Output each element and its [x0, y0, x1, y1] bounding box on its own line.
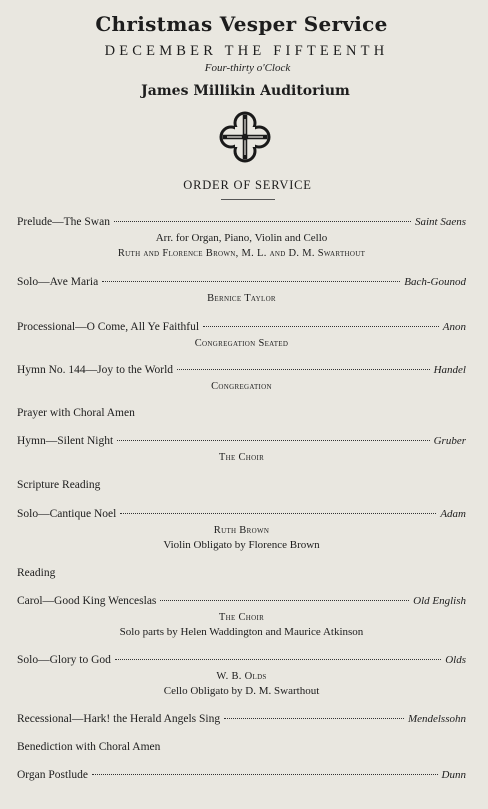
program-item-title: Carol—Good King Wenceslas: [17, 595, 157, 607]
program-item-title: Solo—Ave Maria: [17, 276, 99, 288]
program-item-row: [17, 477, 466, 494]
dot-leader: [120, 513, 436, 514]
program-item: [17, 593, 466, 640]
dot-leader: [114, 221, 411, 222]
program-item-title: Prayer with Choral Amen: [17, 407, 135, 419]
dot-leader: [115, 659, 441, 660]
program-item-performer: Congregation: [211, 381, 272, 392]
program-item-composer: Mendelssohn: [407, 713, 466, 725]
program-item: [17, 405, 466, 422]
program-item-composer: Anon: [442, 321, 466, 333]
program-item-performer: Ruth Brown: [213, 525, 270, 536]
program-item: [17, 362, 466, 394]
program-item-composer: Olds: [445, 654, 466, 666]
dot-leader: [102, 281, 400, 282]
program-item-composer: Old English: [413, 595, 466, 607]
program-item-composer: Gruber: [433, 435, 466, 447]
program-item-title: Organ Postlude: [17, 769, 89, 781]
program-item-row: [17, 711, 466, 728]
program-item-row: [17, 405, 466, 422]
program-item-composer: Bach-Gounod: [404, 276, 466, 288]
dot-leader: [160, 600, 409, 601]
order-of-service-heading: ORDER OF SERVICE: [183, 178, 312, 192]
service-venue: James Millikin Auditorium: [141, 83, 350, 99]
program-item-composer: Dunn: [441, 769, 466, 781]
program-item-performer: Arr. for Organ, Piano, Violin and Cello: [155, 232, 328, 244]
program-item-row: [17, 593, 466, 610]
program-item-title: Solo—Glory to God: [17, 654, 111, 666]
program-item-composer: Saint Saens: [414, 216, 466, 228]
program-item-performer: Violin Obligato by Florence Brown: [163, 539, 320, 551]
program-item-title: Recessional—Hark! the Herald Angels Sing: [17, 713, 221, 725]
program-item-title: Benediction with Choral Amen: [17, 741, 161, 753]
program-item: [17, 652, 466, 699]
program-item-composer: Adam: [440, 508, 466, 520]
program-item-title: Solo—Cantique Noel: [17, 508, 117, 520]
dot-leader: [224, 718, 404, 719]
program-item: [17, 433, 466, 465]
program-item-title: Hymn—Silent Night: [17, 435, 114, 447]
program-list: [17, 214, 466, 784]
program-item: [17, 739, 466, 756]
program-item-performer: The Choir: [218, 612, 265, 623]
program-item-performer: Congregation Seated: [194, 338, 289, 349]
program-item-row: [17, 214, 466, 231]
program-item: [17, 565, 466, 582]
program-item: [17, 274, 466, 306]
program-item-title: Scripture Reading: [17, 479, 101, 491]
program-item-performer: The Choir: [218, 452, 265, 463]
program-item-title: Hymn No. 144—Joy to the World: [17, 364, 174, 376]
program-item: [17, 506, 466, 553]
program-item-row: [17, 506, 466, 523]
page-title: Christmas Vesper Service: [95, 12, 388, 36]
program-item-row: [17, 433, 466, 450]
program-item: [17, 711, 466, 728]
program-item-row: [17, 319, 466, 336]
program-item-composer: Handel: [433, 364, 466, 376]
program-item-performer: Cello Obligato by D. M. Swarthout: [163, 685, 320, 697]
dot-leader: [177, 369, 430, 370]
program-item-row: [17, 274, 466, 291]
program-item: [17, 319, 466, 351]
program-item-row: [17, 565, 466, 582]
service-date: DECEMBER THE FIFTEENTH: [104, 43, 389, 59]
cross-emblem-icon: [17, 109, 466, 167]
program-item-row: [17, 739, 466, 756]
program-item-row: [17, 652, 466, 669]
heading-divider: [221, 199, 275, 200]
program-item-row: [17, 362, 466, 379]
program-item-performer: Solo parts by Helen Waddington and Maurice Atkinson: [119, 626, 364, 638]
program-item: [17, 767, 466, 784]
program-item: [17, 214, 466, 261]
program-item-performer: W. B. Olds: [216, 671, 267, 682]
program-item-row: [17, 767, 466, 784]
program-item-title: Reading: [17, 567, 56, 579]
dot-leader: [203, 326, 439, 327]
program-item-title: Processional—O Come, All Ye Faithful: [17, 321, 200, 333]
dot-leader: [117, 440, 429, 441]
service-time: Four-thirty o'Clock: [204, 62, 291, 74]
program-item: [17, 477, 466, 494]
dot-leader: [92, 774, 438, 775]
program-item-performer: Ruth and Florence Brown, M. L. and D. M. Swarthout: [117, 248, 366, 259]
program-item-performer: Bernice Taylor: [207, 293, 276, 304]
program-item-title: Prelude—The Swan: [17, 216, 110, 228]
